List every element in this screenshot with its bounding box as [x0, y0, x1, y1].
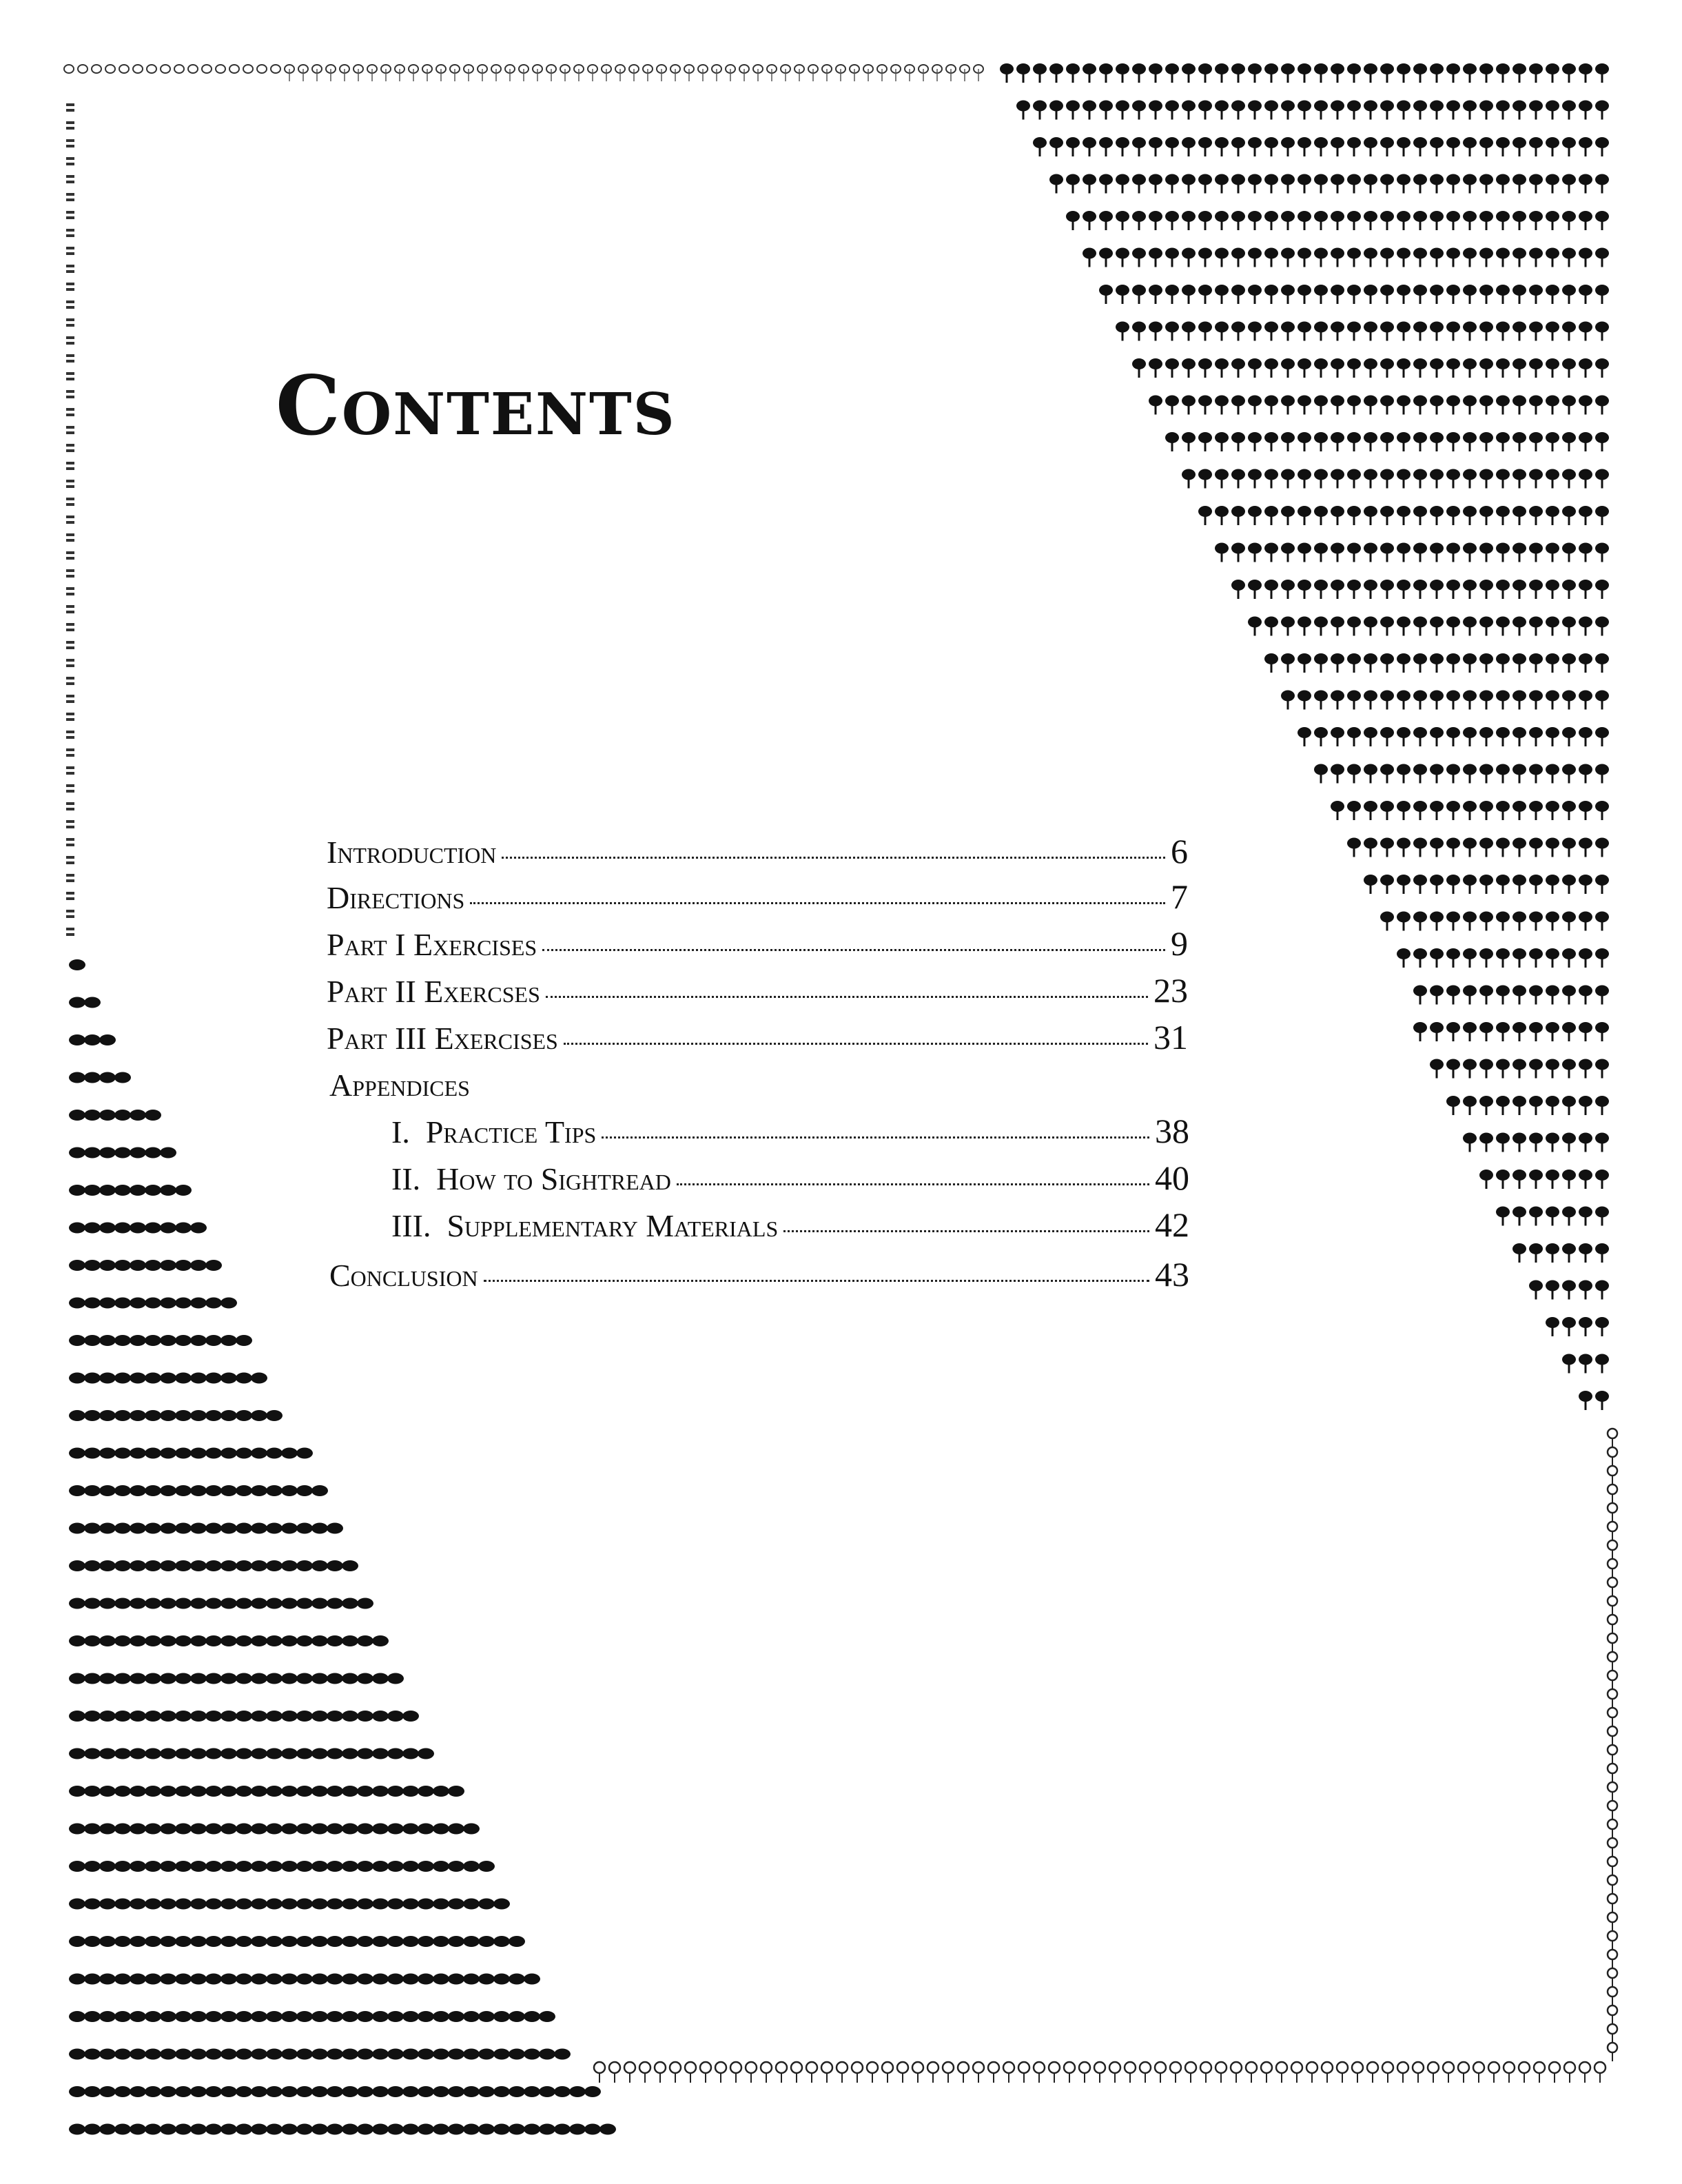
toc-entry-appendix-2[interactable] [391, 1161, 1189, 1195]
toc-entry-page: 6 [1171, 832, 1188, 870]
dot-leader [502, 857, 1165, 859]
dot-leader [677, 1183, 1149, 1185]
toc-entry-label: I. Practice Tips [391, 1114, 597, 1150]
toc-entry-introduction[interactable] [327, 834, 1188, 868]
toc-entry-page: 9 [1171, 924, 1188, 963]
toc-entry-label: Directions [327, 880, 465, 915]
toc-entry-page: 40 [1155, 1159, 1189, 1197]
toc-entry-label: Part I Exercises [327, 927, 537, 962]
dot-leader [564, 1043, 1148, 1045]
toc-entry-label: Part II Exercses [327, 974, 540, 1009]
toc-entry-conclusion[interactable] [329, 1257, 1189, 1292]
dot-leader [602, 1136, 1149, 1139]
toc-entry-part-2[interactable] [327, 973, 1188, 1008]
toc-entry-label: III. Supplementary Materials [391, 1208, 779, 1243]
dot-leader [542, 949, 1165, 951]
toc-entry-label: II. How to Sightread [391, 1161, 671, 1196]
page-title: Contents [276, 358, 676, 453]
toc-entry-label: Part III Exercises [327, 1021, 558, 1056]
toc-entry-part-1[interactable] [327, 926, 1188, 961]
toc-entry-page: 42 [1155, 1205, 1189, 1244]
toc-entry-page: 31 [1153, 1018, 1188, 1057]
toc-entry-part-3[interactable] [327, 1018, 1188, 1057]
toc-entry-appendix-3[interactable] [391, 1207, 1189, 1242]
dot-leader [783, 1230, 1149, 1232]
dot-leader [470, 902, 1165, 904]
dot-leader [546, 996, 1148, 998]
toc-entry-appendix-1[interactable] [391, 1114, 1189, 1148]
toc-entry-page: 43 [1155, 1255, 1189, 1294]
appendices-heading: Appendices [329, 1068, 470, 1103]
dot-leader [484, 1280, 1149, 1282]
toc-entry-label: Conclusion [329, 1258, 478, 1293]
toc-entry-directions[interactable] [327, 879, 1188, 914]
toc-entry-page: 23 [1153, 971, 1188, 1010]
toc-entry-page: 7 [1171, 877, 1188, 916]
toc-entry-label: Introduction [327, 835, 497, 870]
toc-entry-page: 38 [1155, 1112, 1189, 1150]
